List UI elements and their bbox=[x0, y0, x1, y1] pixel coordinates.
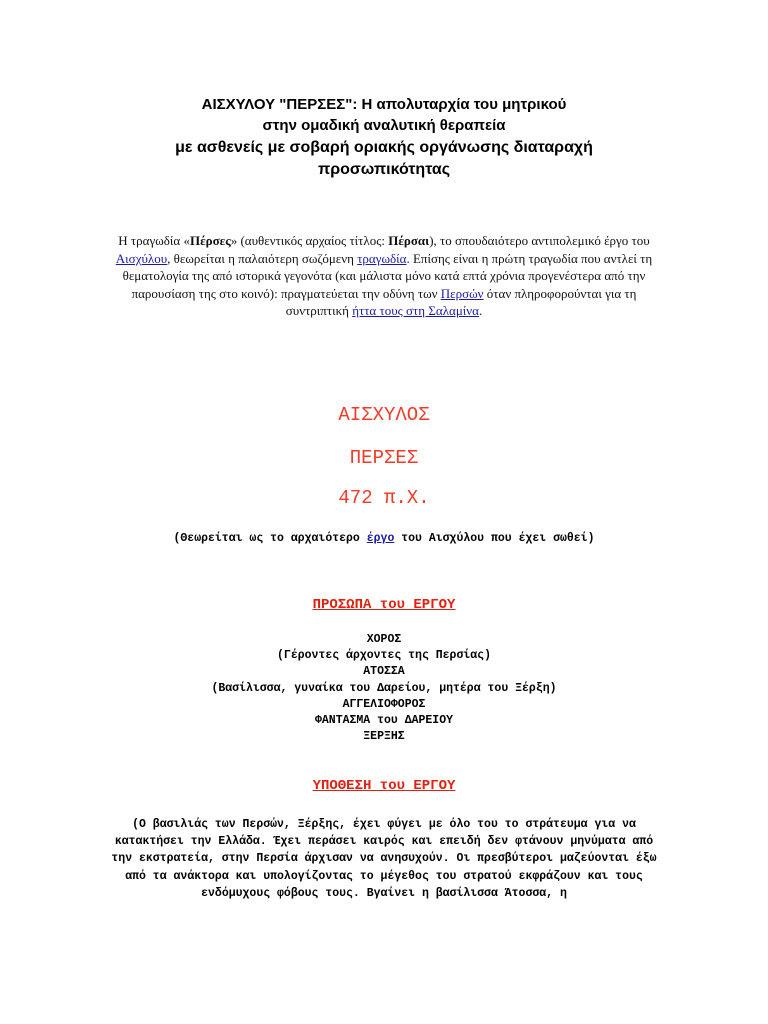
intro-text-6: όταν πληροφορούνται για τη συντριπτική bbox=[285, 285, 637, 318]
link-salamis-defeat[interactable]: ήττα τους στη Σαλαμίνα bbox=[352, 303, 479, 318]
title-line-3: με ασθενείς με σοβαρή οριακής οργάνωσης διαταραχή bbox=[175, 139, 593, 156]
plot-heading: ΥΠΟΘΕΣΗ του ΕΡΓΟΥ bbox=[312, 778, 456, 794]
intro-text-2: » (αυθεντικός αρχαίος τίτλος: bbox=[230, 233, 389, 248]
cast-item: ΑΓΓΕΛΙΟΦΟΡΟΣ bbox=[342, 697, 426, 711]
cast-item: (Γέροντες άρχοντες της Περσίας) bbox=[277, 649, 491, 663]
plot-paragraph: (Ο βασιλιάς των Περσών, Ξέρξης, έχει φύγει με όλο του το στράτευμα για να κατακτήσει την Ελλάδα. Έχει περάσει καιρός και επειδή δεν φτάνουν μηνύματα από την εκστρατεία, στην Περσία άρχισαν να ανησυχούν. Οι πρεσβύτεροι μαζεύονται έξω από τα ανάκτορα και υπολογίζοντας το μέγεθος του στρατού εκφράζουν και τους ενδόμυχους φόβους τους. Βγαίνει η βασίλισσα Άτοσσα, η bbox=[111, 818, 657, 900]
intro-text-1: Η τραγωδία « bbox=[118, 233, 190, 248]
intro-text-7: . bbox=[478, 303, 483, 318]
heading-play: ΠΕΡΣΕΣ bbox=[349, 447, 419, 469]
note-text-after: του Αισχύλου που έχει σωθεί) bbox=[394, 532, 595, 545]
link-aischylos[interactable]: Αισχύλου bbox=[115, 250, 168, 266]
oldest-work-note bbox=[100, 530, 668, 547]
intro-paragraph bbox=[110, 232, 658, 320]
note-text-before: (Θεωρείται ως το αρχαιότερο bbox=[173, 532, 367, 545]
cast-item: ΦΑΝΤΑΣΜΑ του ΔΑΡΕΙΟΥ bbox=[314, 714, 454, 728]
intro-persai-bold: Πέρσες bbox=[189, 233, 231, 248]
cast-heading: ΠΡΟΣΩΠΑ του ΕΡΓΟΥ bbox=[312, 597, 456, 613]
link-ergo[interactable]: έργο bbox=[366, 532, 395, 545]
title-line-1: ΑΙΣΧΥΛΟΥ "ΠΕΡΣΕΣ": Η απολυταρχία του μητρικού bbox=[201, 96, 567, 113]
document-subtitle bbox=[0, 137, 768, 181]
heading-date: 472 π.Χ. bbox=[338, 487, 430, 509]
title-line-4: προσωπικότητας bbox=[317, 161, 451, 178]
cast-item: ΞΕΡΞΗΣ bbox=[363, 730, 405, 744]
intro-text-5: . Επίσης είναι η πρώτη τραγωδία που αντλεί τη θεματολογία της από ιστορικά γεγονότα (και μάλιστα μόνο κατά επτά χρόνια προγενέστερα από την παρουσίαση της στο κοινό): πραγματεύεται την οδύνη των bbox=[122, 250, 653, 301]
document-title bbox=[0, 94, 768, 136]
intro-original-title: Πέρσαι bbox=[388, 233, 430, 248]
heading-author: ΑΙΣΧΥΛΟΣ bbox=[338, 404, 430, 426]
cast-item: (Βασίλισσα, γυναίκα του Δαρείου, μητέρα του Ξέρξη) bbox=[211, 681, 557, 695]
title-line-2: στην ομαδική αναλυτική θεραπεία bbox=[262, 117, 506, 134]
link-tragodia[interactable]: τραγωδία bbox=[357, 250, 407, 266]
cast-item: ΑΤΟΣΣΑ bbox=[363, 665, 405, 679]
cast-list bbox=[0, 632, 768, 745]
link-persians[interactable]: Περσών bbox=[440, 285, 484, 301]
cast-item: ΧΟΡΟΣ bbox=[366, 633, 402, 646]
intro-text-4: , θεωρείται η παλαιότερη σωζόμενη bbox=[167, 250, 358, 266]
intro-text-3: ), το σπουδαιότερο αντιπολεμικό έργο του bbox=[429, 233, 650, 248]
